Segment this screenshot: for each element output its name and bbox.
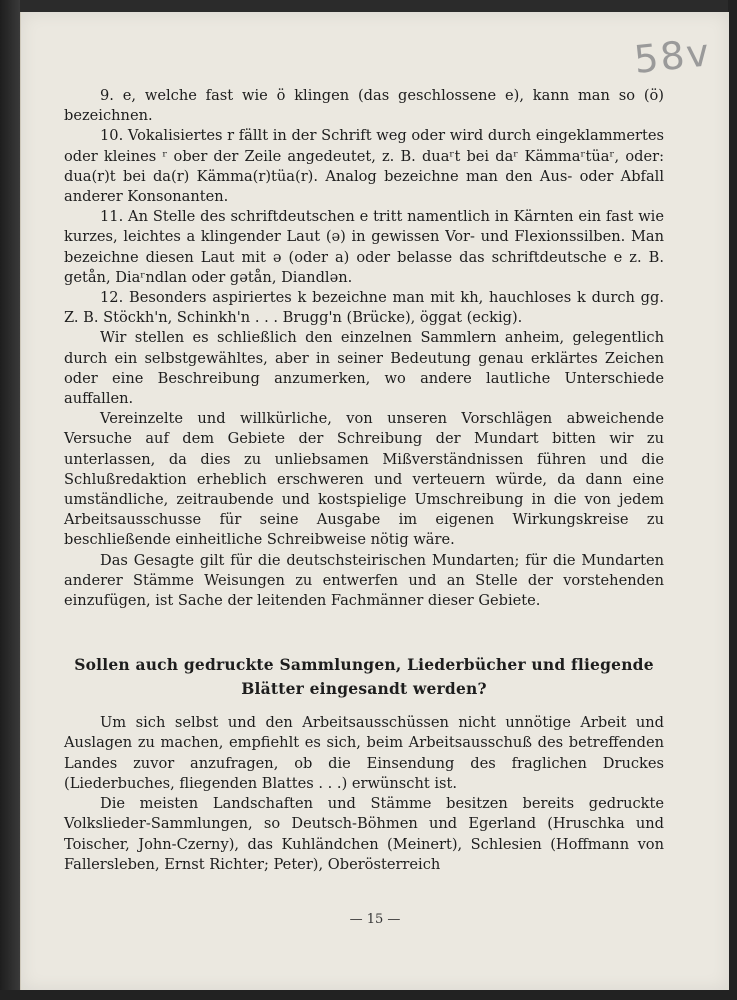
scan-bottom-border [0,990,737,1000]
scan-left-border [0,0,20,1000]
paragraph-sammler: Wir stellen es schließlich den einzelnen Sammlern anheim, gelegentlich durch ein selbstgewähltes, aber in seiner Bedeutung genau erklärtes Zeichen oder eine Beschreibung anzumerken, wo andere lautliche Unterschiede auffallen. [64,329,664,408]
section-heading: Sollen auch gedruckte Sammlungen, Liederbücher und fliegende Blätter eingesandt werden? [74,655,654,699]
paragraph-item-10: 10. Vokalisiertes r fällt in der Schrift weg oder wird durch eingeklammertes oder kleines ʳ ober der Zeile angedeutet, z. B. duaʳt bei daʳ Kämmaʳtüaʳ, oder: dua(r)t bei da(r) Kämma(r)tüa(r). Analog bezeichne man den Aus- oder Abfall anderer Konsonanten. [64,127,664,206]
paragraph-sammlungen: Die meisten Landschaften und Stämme besitzen bereits gedruckte Volkslieder-Sammlungen, so Deutsch-Böhmen und Egerland (Hruschka und Toischer, John-Czerny), das Kuhländchen (Meinert), Schlesien (Hoffmann von Fallersleben, Ernst Richter; Peter), Oberösterreich [64,795,664,873]
paragraph-item-12: 12. Besonders aspiriertes k bezeichne man mit kh, hauchloses k durch gg. Z. B. Stöckh'n, Schinkh'n . . . Brugg'n (Brücke), öggat (eckig). [64,289,664,327]
paragraph-versuche: Vereinzelte und willkürliche, von unseren Vorschlägen abweichende Versuche auf dem Gebiete der Schreibung der Mundart bitten wir zu unterlassen, da dies zu unliebsamen Mißverständnissen führen und die Schlußredaktion erheblich erschweren und verteuern würde, da dann eine umständliche, zeitraubende und kostspielige Umschreibung in die von jedem Arbeitsausschusse für seine Ausgabe im eigenen Wirkungskreise zu beschließende einheitliche Schreibweise nötig wäre. [64,410,664,549]
page-body [64,86,664,875]
handwritten-folio-mark: 58v [632,30,714,82]
page-number: — 15 — [349,912,401,927]
paragraph-item-9: 9. e, welche fast wie ö klingen (das geschlossene e), kann man so (ö) bezeichnen. [64,87,664,125]
paragraph-mundarten: Das Gesagte gilt für die deutschsteirischen Mundarten; für die Mundarten anderer Stämme Weisungen zu entwerfen und an Stelle der vorstehenden einzufügen, ist Sache der leitenden Fachmänner dieser Gebiete. [64,551,664,610]
paragraph-item-11: 11. An Stelle des schriftdeutschen e tritt namentlich in Kärnten ein fast wie kurzes, leichtes a klingender Laut (ə) in gewissen Vor- und Flexionssilben. Man bezeichne diesen Laut mit ə (oder a) oder belasse das schriftdeutsche e z. B. getån, Diaʳndlan oder gətån, Diandlən. [64,208,664,286]
scan-right-border [728,0,737,1000]
paragraph-anfragen: Um sich selbst und den Arbeitsausschüssen nicht unnötige Arbeit und Auslagen zu machen, empfiehlt es sich, beim Arbeitsausschuß des betreffenden Landes zuvor anzufragen, ob die Einsendung des fraglichen Druckes (Liederbuches, fliegenden Blattes . . .) erwünscht ist. [64,714,664,792]
document-page [20,12,729,990]
